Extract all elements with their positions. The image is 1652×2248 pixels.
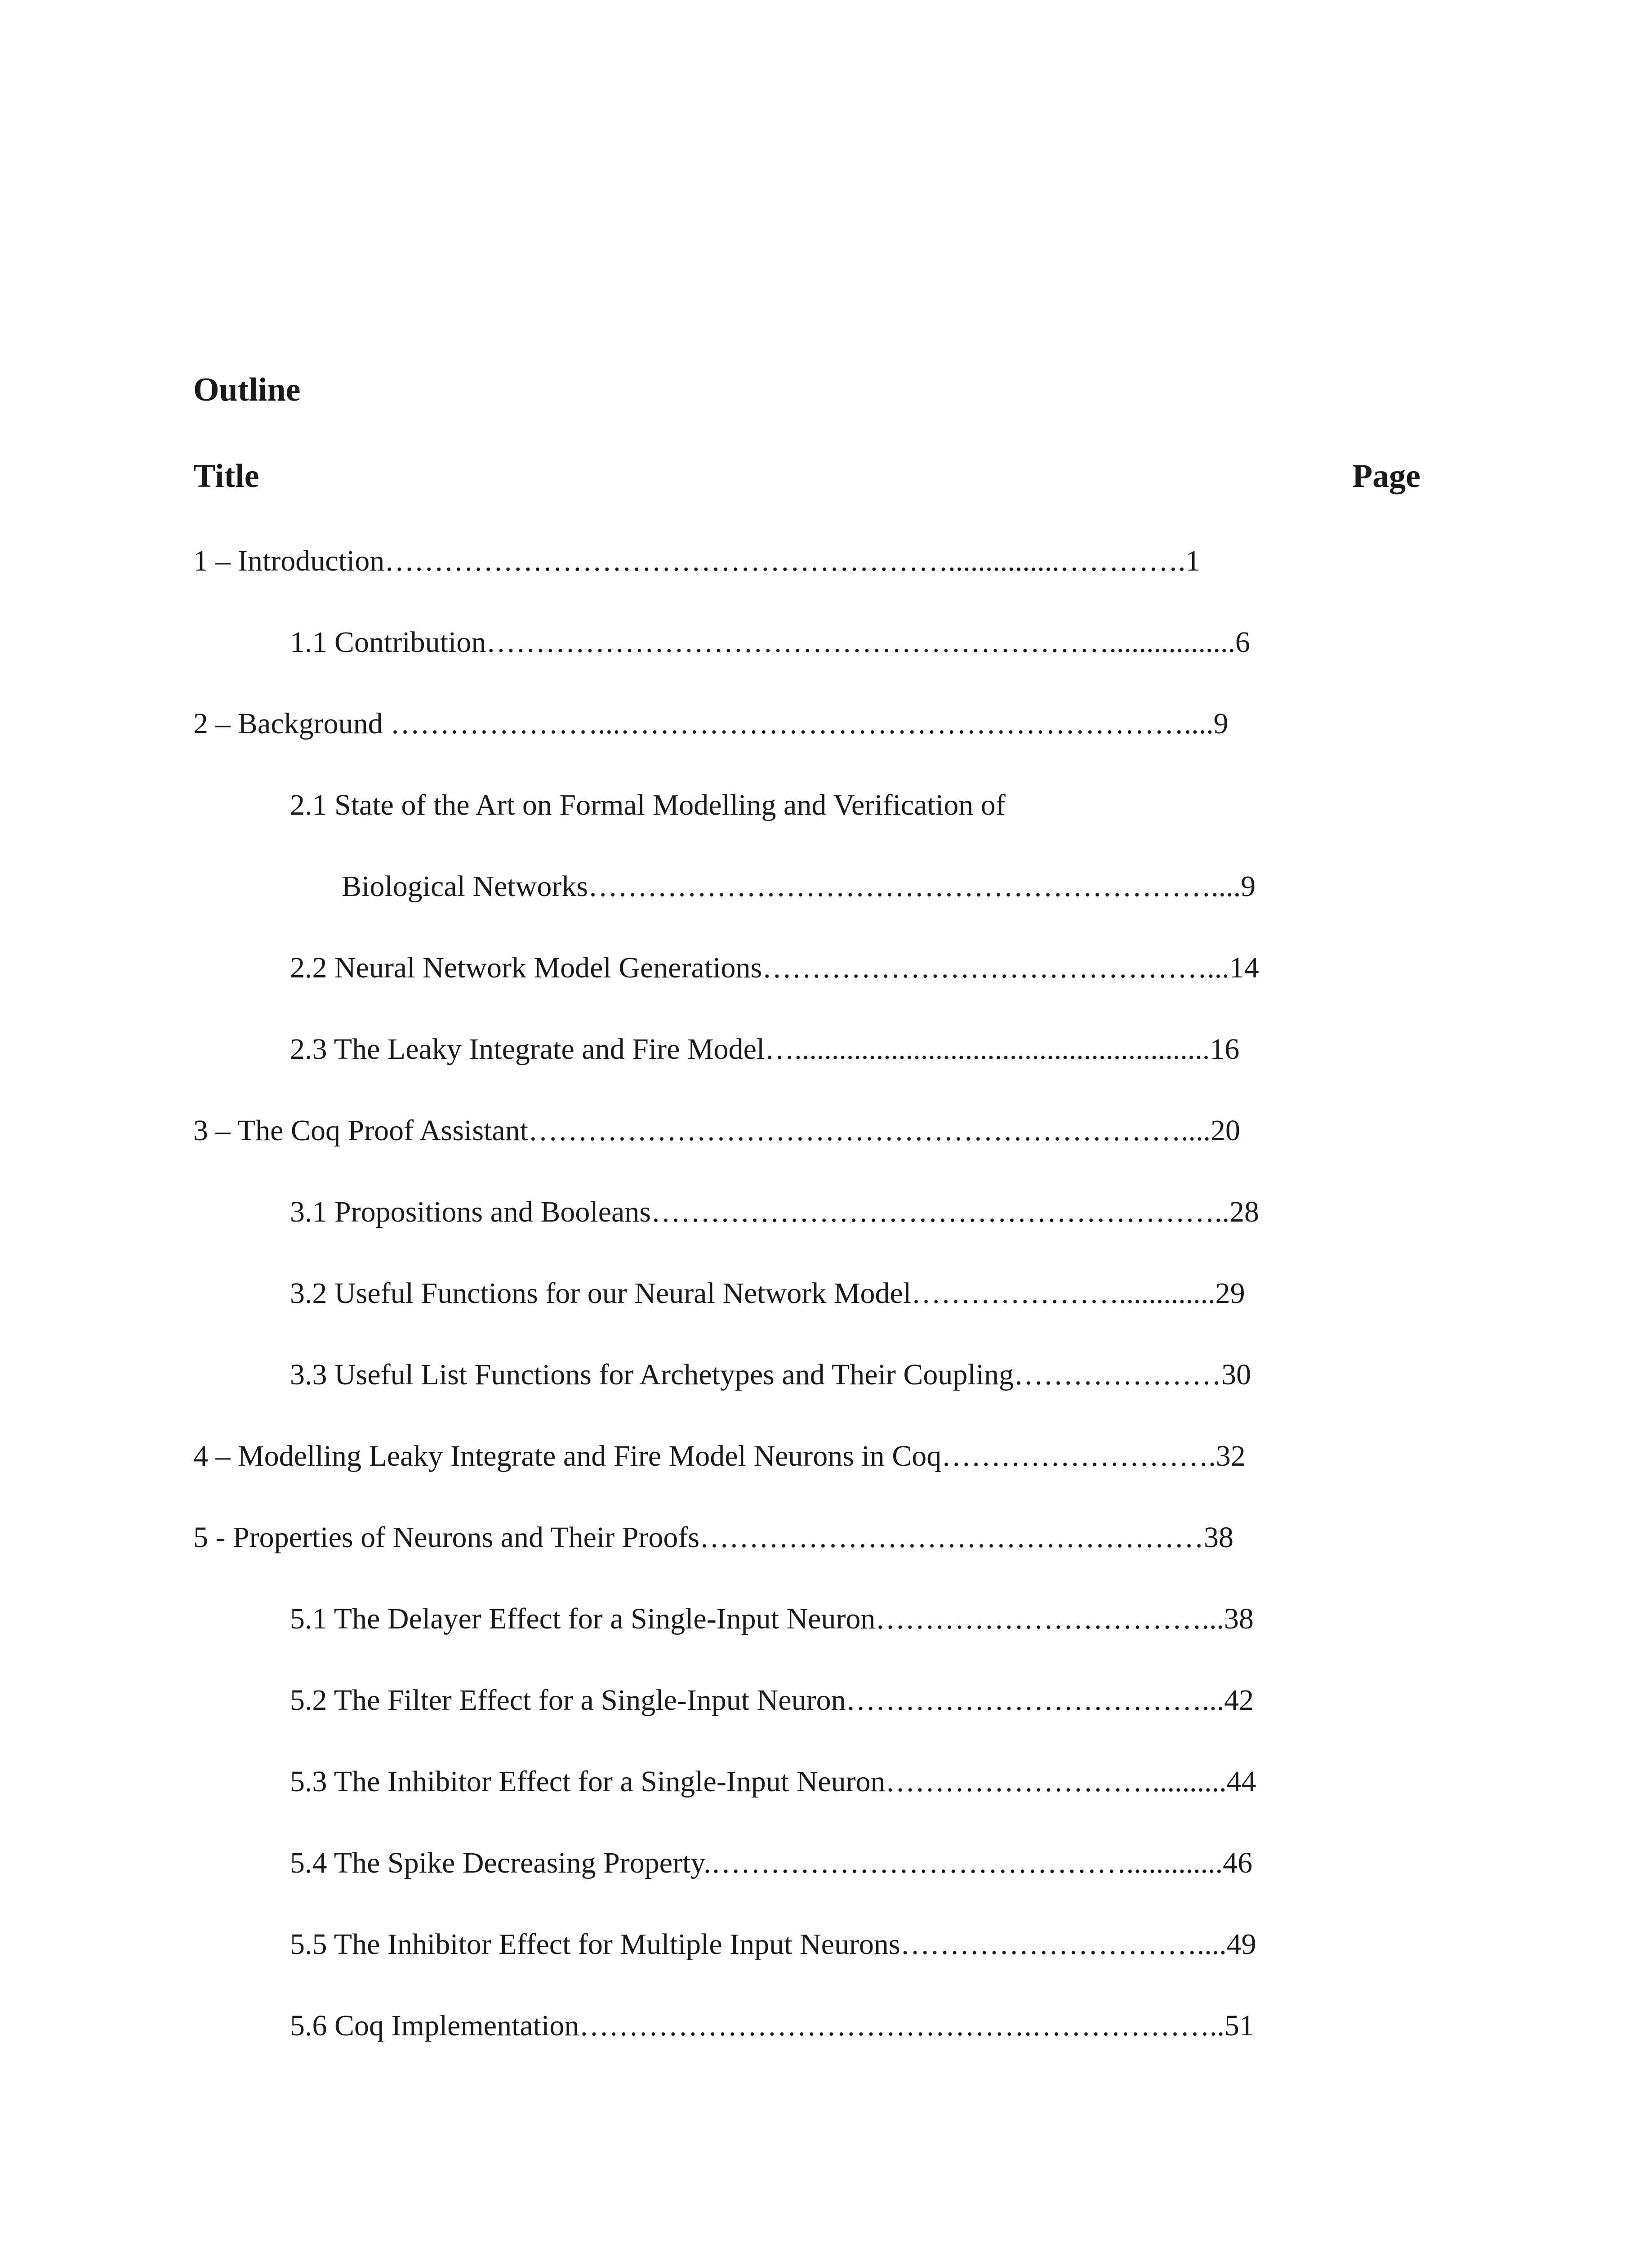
toc-entry-text: 5.3 The Inhibitor Effect for a Single-Input Neuron………………………..........44 [290,1765,1256,1798]
toc-entry-text: 5.1 The Delayer Effect for a Single-Input Neuron……………………………...38 [290,1602,1254,1635]
toc-entry-text: 3 – The Coq Proof Assistant…………………………………………………………....20 [193,1114,1240,1147]
toc-entry [0,1441,1652,1523]
toc-entry [0,628,1652,709]
toc-entry [0,1116,1652,1197]
toc-entry-text: 5.2 The Filter Effect for a Single-Input Neuron………………………………...42 [290,1684,1254,1717]
toc-entry [0,953,1652,1035]
toc-entry [0,1686,1652,1767]
toc-entry [0,1360,1652,1441]
toc-entry-text: 1.1 Contribution……………………………………………………….................6 [290,626,1250,659]
toc-entry [0,1197,1652,1279]
toc-entry-text: 3.2 Useful Functions for our Neural Network Model………………….............29 [290,1277,1245,1310]
toc-entry-text: 1 – Introduction…………………………………………………...............………….1 [193,544,1201,577]
toc-entry [0,1848,1652,1930]
title-column-header: Title [193,458,259,495]
page-column-header: Page [1352,458,1420,495]
toc-entry-text: 4 – Modelling Leaky Integrate and Fire Model Neurons in Coq……………………….32 [193,1440,1246,1472]
toc-entry [0,1930,1652,2011]
toc-entry [0,709,1652,790]
toc-entry-list [0,546,1652,2092]
toc-entry [0,1523,1652,1604]
toc-entry-text: 2.1 State of the Art on Formal Modelling and Verification of [290,789,1006,821]
toc-entry [0,790,1652,872]
toc-entry [0,1279,1652,1360]
toc-entry [0,1767,1652,1848]
toc-entry [0,872,1652,953]
toc-entry [0,2011,1652,2092]
outline-heading: Outline [193,371,301,408]
toc-entry-text: 2.3 The Leaky Integrate and Fire Model…........................................................16 [290,1033,1240,1066]
toc-entry-text: 5 - Properties of Neurons and Their Proofs……………………………………………38 [193,1521,1234,1554]
toc-entry [0,1604,1652,1686]
toc-entry-text: Biological Networks………………………………………………………....9 [342,870,1256,903]
toc-entry-text: 2.2 Neural Network Model Generations………………………………………...14 [290,951,1259,984]
toc-entry-text: 3.1 Propositions and Booleans…………………………………………………..28 [290,1195,1259,1228]
toc-entry-text: 3.3 Useful List Functions for Archetypes and Their Coupling…………………30 [290,1358,1251,1391]
toc-entry [0,546,1652,628]
toc-entry [0,1035,1652,1116]
toc-entry-text: 5.6 Coq Implementation……………………………………….………………..51 [290,2009,1254,2042]
toc-entry-text: 5.4 The Spike Decreasing Property.…………………………………….............46 [290,1847,1253,1879]
toc-entry-text: 2 – Background …………………...…………………………………………………....9 [193,707,1229,740]
toc-entry-text: 5.5 The Inhibitor Effect for Multiple Input Neurons…………………………....49 [290,1928,1256,1961]
